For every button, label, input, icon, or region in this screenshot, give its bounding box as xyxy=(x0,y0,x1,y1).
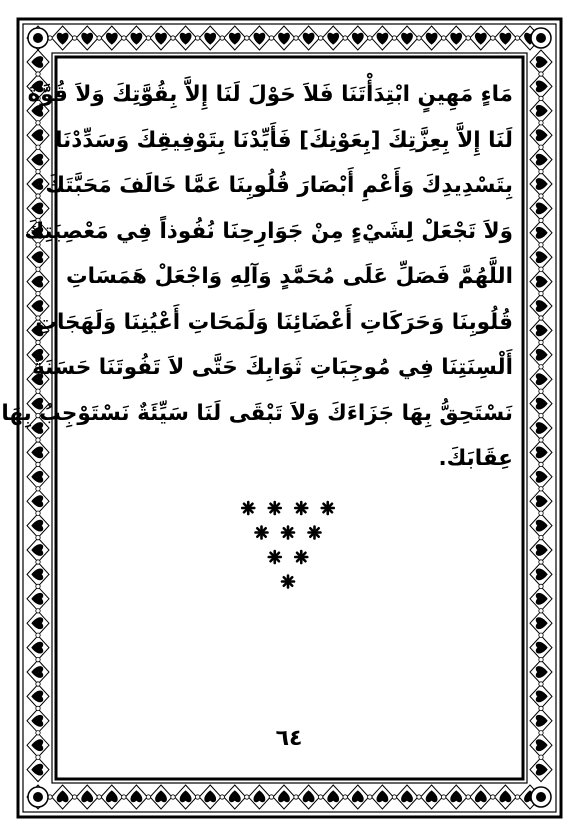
asterisk-ornament xyxy=(322,502,334,514)
text-line: بِتَسْدِيدِكَ وَأَعْمِ أَبْصَارَ قُلُوبِنَا عَمَّا خَالَفَ مَحَبَّتَكَ xyxy=(45,173,513,198)
text-line: نَسْتَحِقُّ بِهَا جَزَاءَكَ وَلاَ تَبْقَى لَنَا سَيِّئَةٌ نَسْتَوْجِبُ بِهَا xyxy=(1,400,513,426)
asterisk-ornament xyxy=(295,551,307,563)
asterisk-ornament xyxy=(309,527,321,539)
asterisk-ornament xyxy=(242,502,254,514)
asterisk-separator xyxy=(0,492,579,592)
asterisk-ornament xyxy=(269,551,281,563)
text-line: قُلُوبِنَا وَحَرَكَاتِ أَعْضَائِنَا وَلَمَحَاتِ أَعْيُنِنَا وَلَهَجَاتِ xyxy=(35,309,513,335)
page-number: ٦٤ xyxy=(275,726,303,751)
asterisk-ornament xyxy=(282,576,294,588)
text-line: عِقَابَكَ. xyxy=(438,446,513,471)
prayer-text xyxy=(1,72,513,482)
text-line: لَنَا إِلاَّ بِعِزَّتِكَ [بِعَوْنِكَ] فَأَيِّدْنَا بِتَوْفِيقِكَ وَسَدِّدْنَا xyxy=(55,127,513,153)
asterisk-ornament xyxy=(256,527,268,539)
asterisk-ornament xyxy=(282,527,294,539)
text-line: وَلاَ تَجْعَلْ لِشَيْءٍ مِنْ جَوَارِحِنَا نُفُوذاً فِي مَعْصِيَتِكَ xyxy=(24,218,513,244)
text-line: مَاءٍ مَهِينٍ ابْتِدَأْتَنَا فَلاَ حَوْلَ لَنَا إِلاَّ بِقُوَّتِكَ وَلاَ قُوَّةَ xyxy=(27,82,513,107)
text-line: أَلْسِنَتِنَا فِي مُوجِبَاتِ ثَوَابِكَ حَتَّى لاَ تَفُوتَنَا حَسَنَةٌ xyxy=(32,355,513,380)
text-line: اللَّهُمَّ فَصَلِّ عَلَى مُحَمَّدٍ وَآلِهِ وَاجْعَلْ هَمَسَاتِ xyxy=(66,264,513,289)
asterisk-ornament xyxy=(295,502,307,514)
asterisk-ornament xyxy=(269,502,281,514)
